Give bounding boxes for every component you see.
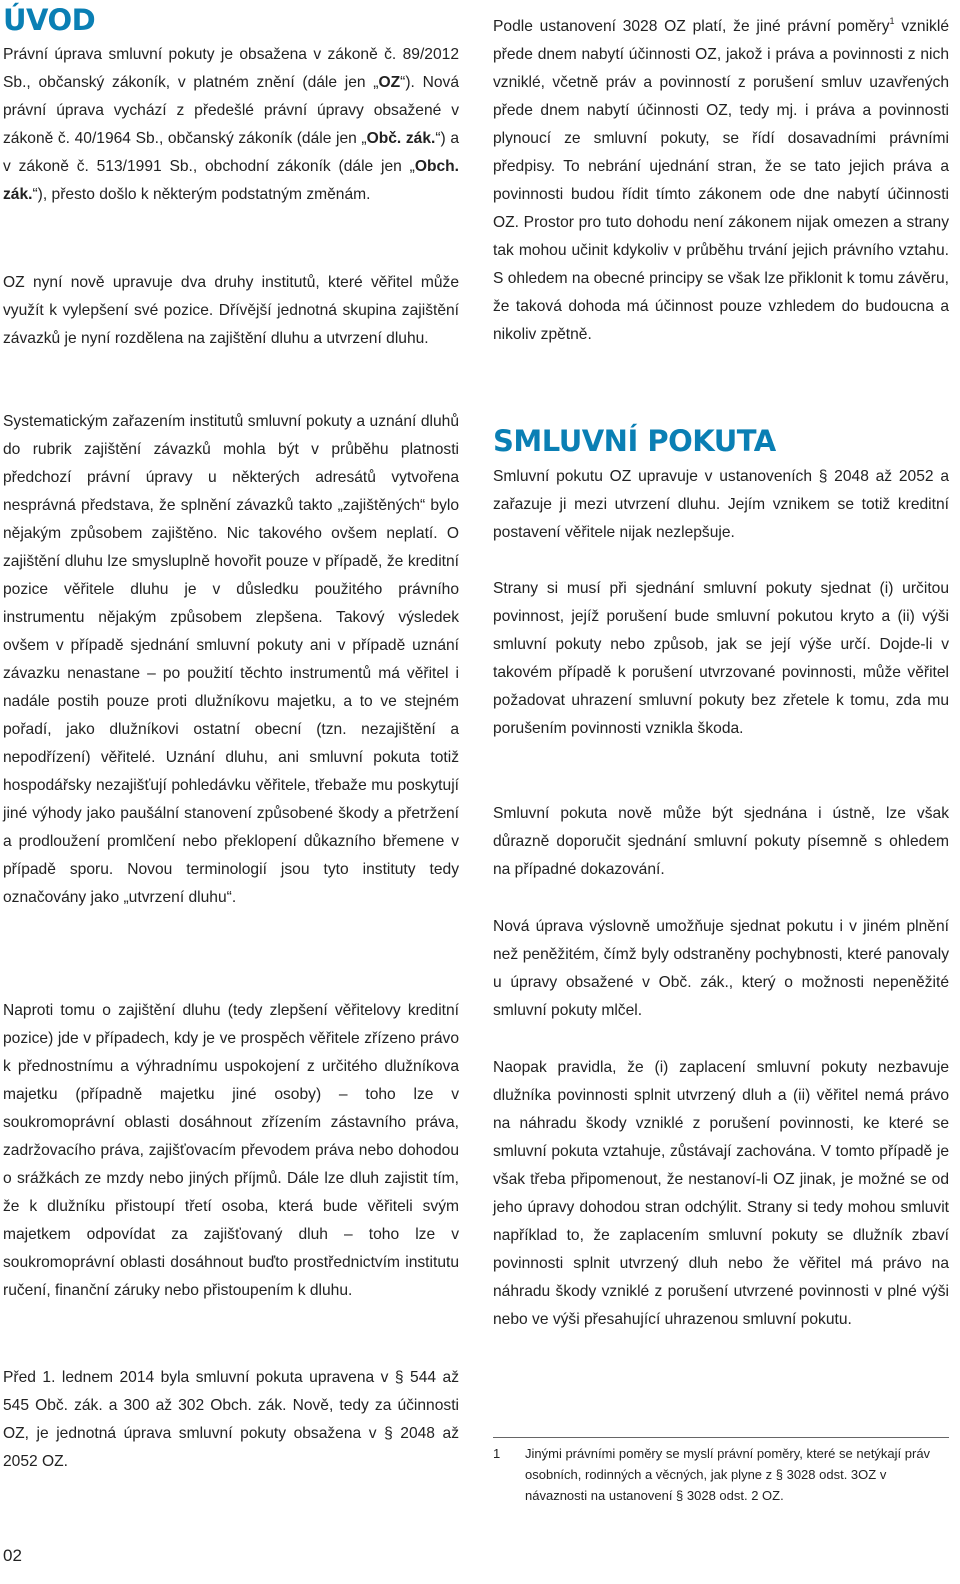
paragraph-transitional-provisions: Podle ustanovení 3028 OZ platí, že jiné právní poměry$^1$ vzniklé přede dnem nabytí účinnosti OZ, jakož i práva a povinnosti z nich vzniklé, včetně práv a povinností z porušení smluv uzavřených přede dnem nabytí účinnosti OZ, tedy mj. i práva a povinnosti plynoucí ze smluvní pokuty, se řídí dosavadními právními předpisy. To nebrání ujednání stran, že se tato jejich práva a povinnosti budou řídit tímto zákonem ode dne nabytí účinnosti OZ. Prostor pro tuto dohodu není zákonem nijak omezen a strany tak mohou učinit kdykoliv v průběhu trvání jejich právního vztahu. S ohledem na obecné principy se však lze přiklonit k tomu závěru, že taková dohoda má účinnost pouze vzhledem do budoucna a nikoliv zpětně. [493,16,949,343]
paragraph-preserved-rules: Naopak pravidla, že (i) zaplacení smluvní pokuty nezbavuje dlužníka povinnosti splnit utvrzený dluh a (ii) věřitel nemá právo na náhradu škody vzniklé z porušení povinnosti, ke které se smluvní pokuta vztahuje, zůstávají zachována. V tomto případě je však třeba připomenout, že nestanoví-li OZ jinak, je možné se od jeho úpravy dohodou stran odchýlit. Strany si tedy mohou smluvit například to, že zaplacením smluvní pokuty se dlužník zbaví povinnosti splnit utvrzený dluh nebo že věřitel má právo na náhradu škody vzniklé z porušení utvrzené povinnosti v plné výši nebo ve výši přesahující uhrazenou smluvní pokutu. [493,1059,949,1328]
section-heading-smluvni-pokuta: SMLUVNÍ POKUTA [493,424,776,458]
footnote [493,1443,949,1509]
intro-paragraph-1: Právní úprava smluvní pokuty je obsažena v zákoně č. 89/2012 Sb., občanský zákoník, v platném znění (dále jen „OZ“). Nová právní úprava vychází z předešlé právní úpravy obsažené v zákoně č. 40/1964 Sb., občanský zákoník (dále jen „Obč. zák.“) a v zákoně č. 513/1991 Sb., obchodní zákoník (dále jen „Obch. zák.“), přesto došlo k některým podstatným změnám. [3,46,459,203]
paragraph-oral-agreement: Smluvní pokuta nově může být sjednána i ústně, lze však důrazně doporučit sjednání smluvní pokuty písemně s ohledem na případné dokazování. [493,805,949,878]
footnote-divider [493,1437,949,1438]
abbr-oz: OZ [378,74,401,91]
paragraph-debt-security: Naproti tomu o zajištění dluhu (tedy zlepšení věřitelovy kreditní pozice) jde v případech, kdy je ve prospěch věřitele zřízeno právo k přednostnímu a výhradnímu uspokojení z určitého dlužníkova majetku (případně majetku jiné osoby) – toho lze v soukromoprávní oblasti dosáhnout zřízením zástavního práva, zadržovacího práva, zajišťovacím převodem práva nebo dohodou o srážkách ze mzdy nebo jiných příjmů. Dále lze dluh zajistit tím, že k dlužníku přistoupí třetí osoba, která bude věřiteli svým majetkem odpovídat za zajišťovaný dluh – toho lze v soukromoprávní oblasti dosáhnout buďto prostřednictvím institutu ručení, finanční záruky nebo přistoupením k dluhu. [3,1002,459,1299]
paragraph-non-monetary: Nová úprava výslovně umožňuje sjednat pokutu i v jiném plnění než peněžitém, čímž byly odstraněny pochybnosti, které panovaly u úpravy obsažené v Obč. zák., který o možnosti nepeněžité smluvní pokuty mlčel. [493,918,949,1019]
footnote-text: Jinými právními poměry se myslí právní poměry, které se netýkají práv osobních, rodinných a věcných, jak plyne z § 3028 odst. 3OZ v návaznosti na ustanovení § 3028 odst. 2 OZ. [525,1446,931,1503]
paragraph-agreement-terms: Strany si musí při sjednání smluvní pokuty sjednat (i) určitou povinnost, jejíž porušení bude smluvní pokutou kryto a (ii) výši smluvní pokuty nebo způsob, jak se její výše určí. Dojde-li v takovém případě k porušení utvrzované povinnosti, může věřitel požadovat uhrazení smluvní pokuty bez zřetele k tomu, zda mu porušením povinnosti vznikla škoda. [493,580,949,737]
footnote-number: 1 [493,1446,501,1461]
footnote-reference: 1 [889,16,895,26]
abbr-obch-zak: Obch. zák. [3,158,459,203]
page-number: 02 [3,1546,22,1565]
paragraph-oz-regulation: Smluvní pokutu OZ upravuje v ustanoveních § 2048 až 2052 a zařazuje ji mezi utvrzení dluhu. Jejím vznikem se totiž kreditní postavení věřitele nijak nezlepšuje. [493,468,949,541]
abbr-obc-zak: Obč. zák. [366,130,436,147]
intro-paragraph-2: OZ nyní nově upravuje dva druhy institutů, které věřitel může využít k vylepšení své pozice. Dřívější jednotná skupina zajištění závazků je nyní rozdělena na zajištění dluhu a utvrzení dluhu. [3,274,459,347]
paragraph-before-2014: Před 1. lednem 2014 byla smluvní pokuta upravena v § 544 až 545 Obč. zák. a 300 až 302 Obch. zák. Nově, tedy za účinnosti OZ, je jednotná úprava smluvní pokuty obsažena v § 2048 až 2052 OZ. [3,1369,459,1470]
intro-heading: ÚVOD [3,3,96,37]
paragraph-systematic-classification: Systematickým zařazením institutů smluvní pokuty a uznání dluhů do rubrik zajištění závazků mohla být v průběhu platnosti předchozí právní úpravy u některých adresátů vytvořena nesprávná představa, že splnění závazků takto „zajištěných“ bylo nějakým způsobem zajištěno. Nic takového ovšem neplatí. O zajištění dluhu lze smysluplně hovořit pouze v případě, že kreditní pozice věřitele dluhu je v důsledku použitého právního instrumentu nějakým způsobem zlepšena. Takový výsledek ovšem v případě sjednání smluvní pokuty ani v případě uznání závazku nenastane – po použití těchto instrumentů má věřitel i nadále postih pouze proti dlužníkovu majetku, a to ve stejném pořadí, jako dlužníkovi ostatní obecní (tzn. nezajištění a nepodřízení) věřitelé. Uznání dluhu, ani smluvní pokuta totiž hospodářsky nezajišťují pohledávku věřitele, třebaže mu poskytují jiné výhody jako paušální stanovení způsobené škody a přetržení a prodloužení promlčení nebo překlopení důkazního břemene v případě sporu. Novou terminologií jsou tyto instituty tedy označovány jako „utvrzení dluhu“. [3,413,459,906]
